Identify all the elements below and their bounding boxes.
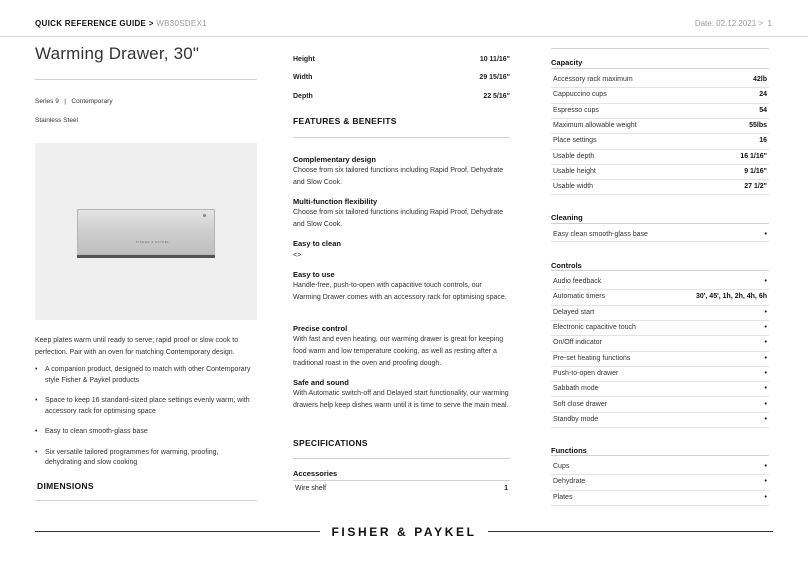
- spec-label: Standby mode: [553, 415, 599, 423]
- series-label: Series 9: [35, 98, 59, 105]
- row-divider: [551, 427, 769, 428]
- spec-label: Dehydrate: [553, 478, 586, 486]
- list-item: • Space to keep 16 standard-sized place settings evenly warm, with accessory rack for optimising space: [35, 396, 257, 417]
- table-row: [551, 118, 769, 133]
- spec-label: Push-to-open drawer: [553, 369, 619, 377]
- spec-value: 16 1/16": [740, 152, 767, 160]
- row-divider: [551, 505, 769, 506]
- table-row: [551, 274, 769, 289]
- accessories-divider: [293, 480, 510, 481]
- table-row: [551, 179, 769, 194]
- page-number: 1: [767, 19, 772, 28]
- spec-label: Cappuccino cups: [553, 91, 607, 99]
- list-item: • Easy to clean smooth-glass base: [35, 427, 257, 438]
- spec-label: On/Off indicator: [553, 339, 602, 347]
- table-row: [551, 164, 769, 179]
- table-row: [551, 72, 769, 87]
- drawer-logo: FISHER & PAYKEL: [136, 240, 170, 244]
- table-row: [551, 133, 769, 148]
- feature-text: <>: [293, 252, 302, 259]
- dimensions-heading: DIMENSIONS: [37, 481, 94, 491]
- spec-label: Accessory rack maximum: [553, 76, 633, 84]
- table-row: [551, 351, 769, 366]
- specifications-divider: [293, 458, 510, 459]
- list-item: • A companion product, designed to match with other Contemporary style Fisher & Paykel products: [35, 365, 257, 386]
- spec-label: Audio feedback: [553, 278, 602, 286]
- feature-title: Multi-function flexibility: [293, 197, 378, 206]
- warming-drawer-illustration: [77, 209, 215, 255]
- feature-title: Safe and sound: [293, 378, 349, 387]
- feature-title: Easy to clean: [293, 239, 341, 248]
- spec-value: •: [764, 478, 767, 486]
- group-title-controls: Controls: [551, 261, 582, 270]
- spec-value: 30', 45', 1h, 2h, 4h, 6h: [695, 293, 767, 301]
- features-divider: [293, 137, 510, 138]
- spec-label: Pre-set heating functions: [553, 354, 631, 362]
- spec-value: •: [764, 230, 767, 238]
- title-divider: [35, 79, 257, 80]
- product-image: [35, 143, 257, 320]
- table-divider: [551, 455, 769, 456]
- spec-label: Soft close drawer: [553, 400, 608, 408]
- accessories-title: Accessories: [293, 469, 338, 478]
- dimension-row-depth: [293, 93, 510, 100]
- feature-text: Choose from six tailored functions including Rapid Proof, Dehydrate and Slow Cook.: [293, 167, 504, 186]
- table-row: [551, 396, 769, 411]
- feature-title: Complementary design: [293, 155, 376, 164]
- table-divider: [551, 223, 769, 224]
- dimension-row-height: [293, 56, 510, 63]
- spec-label: Usable depth: [553, 152, 595, 160]
- spec-label: Espresso cups: [553, 106, 599, 114]
- specifications-heading: SPECIFICATIONS: [293, 438, 368, 448]
- spec-value: •: [764, 308, 767, 316]
- table-divider: [551, 68, 769, 69]
- spec-label: Cups: [553, 463, 570, 471]
- dimension-value: 10 11/16": [479, 56, 510, 63]
- spec-value: •: [764, 369, 767, 377]
- spec-value: •: [764, 493, 767, 501]
- table-row: [551, 289, 769, 304]
- list-item: • Six versatile tailored programmes for warming, proofing, dehydrating and slow cooking: [35, 448, 257, 469]
- spec-label: Electronic capacitive touch: [553, 324, 636, 332]
- series-separator: |: [64, 98, 66, 105]
- feature-title: Easy to use: [293, 270, 335, 279]
- spec-value: •: [764, 354, 767, 362]
- spec-label: Easy clean smooth-glass base: [553, 230, 648, 238]
- product-intro: Keep plates warm until ready to serve; rapid proof or slow cook to perfection. Pair with an oven for matching Contemporary design.: [35, 337, 239, 356]
- table-row: [551, 87, 769, 102]
- dimensions-divider: [35, 500, 257, 501]
- table-row: [551, 459, 769, 474]
- spec-value: •: [764, 385, 767, 393]
- spec-value: 55lbs: [749, 122, 767, 130]
- dimension-label: Width: [293, 74, 313, 81]
- table-divider: [551, 270, 769, 271]
- brand-logo: FISHER & PAYKEL: [331, 525, 477, 539]
- group-title-capacity: Capacity: [551, 58, 583, 67]
- table-row: [551, 366, 769, 381]
- dimension-value: 22 5/16": [483, 93, 510, 100]
- table-row: [551, 103, 769, 118]
- dimension-label: Height: [293, 56, 315, 63]
- row-divider: [551, 194, 769, 195]
- feature-bullets: [35, 365, 257, 479]
- spec-value: •: [764, 339, 767, 347]
- footer-divider-left: [35, 531, 320, 532]
- table-row: [551, 320, 769, 335]
- table-row: [551, 381, 769, 396]
- spec-label: Maximum allowable weight: [553, 122, 637, 130]
- table-row: [551, 305, 769, 320]
- spec-value: •: [764, 400, 767, 408]
- accessory-row: [293, 485, 510, 492]
- group-title-cleaning: Cleaning: [551, 213, 583, 222]
- row-divider: [551, 241, 769, 242]
- feature-text: With fast and even heating, our warming drawer is great for keeping food warm and low temperature cooking, as well as resting after a traditional roast in the oven and proofing dough.: [293, 336, 504, 367]
- spec-label: Usable width: [553, 183, 594, 191]
- spec-value: 54: [759, 106, 767, 114]
- drawer-base-shadow: [77, 255, 215, 258]
- footer-divider-right: [488, 531, 773, 532]
- dimension-value: 29 15/16": [479, 74, 510, 81]
- spec-value: 9 1/16": [744, 167, 767, 175]
- table-row: [551, 412, 769, 427]
- table-row: [551, 474, 769, 489]
- spec-label: Plates: [553, 493, 573, 501]
- spec-value: •: [764, 463, 767, 471]
- spec-value: •: [764, 278, 767, 286]
- feature-text: Handle-free, push-to-open with capacitive touch controls, our Warming Drawer comes with an accessory rack for optimising space.: [293, 282, 507, 301]
- group-title-functions: Functions: [551, 446, 587, 455]
- column-top-divider: [551, 48, 769, 49]
- spec-label: Usable height: [553, 167, 596, 175]
- breadcrumb: [35, 19, 207, 28]
- accessory-label: Wire shelf: [295, 485, 327, 492]
- spec-value: 16: [759, 137, 767, 145]
- feature-text: With Automatic switch-off and Delayed start functionality, our warming drawers help keep dishes warm until it is time to serve the main meal.: [293, 390, 509, 409]
- feature-text: Choose from six tailored functions including Rapid Proof, Dehydrate and Slow Cook.: [293, 209, 504, 228]
- model-number: WB30SDEX1: [156, 19, 207, 28]
- finish-label: Stainless Steel: [35, 117, 78, 124]
- table-row: [551, 335, 769, 350]
- document-date: Date: 02.12.2021 >: [694, 19, 764, 28]
- spec-value: 24: [759, 91, 767, 99]
- dimension-label: Depth: [293, 93, 313, 100]
- table-row: [551, 490, 769, 505]
- table-row: [551, 227, 769, 241]
- accessory-value: 1: [504, 485, 508, 492]
- spec-value: •: [764, 324, 767, 332]
- spec-label: Place settings: [553, 137, 597, 145]
- features-heading: FEATURES & BENEFITS: [293, 116, 397, 126]
- specs-column: [551, 0, 769, 561]
- table-row: [551, 149, 769, 164]
- feature-title: Precise control: [293, 324, 348, 333]
- style-label: Contemporary: [71, 98, 113, 105]
- spec-value: •: [764, 415, 767, 423]
- indicator-light-icon: [203, 214, 206, 217]
- spec-label: Sabbath mode: [553, 385, 599, 393]
- series-line: [35, 98, 257, 105]
- spec-value: 27 1/2": [744, 183, 767, 191]
- spec-label: Delayed start: [553, 308, 595, 316]
- dimension-row-width: [293, 74, 510, 81]
- spec-label: Automatic timers: [553, 293, 606, 301]
- page-title: Warming Drawer, 30": [35, 44, 200, 63]
- guide-label: QUICK REFERENCE GUIDE >: [35, 19, 154, 28]
- spec-value: 42lb: [752, 76, 767, 84]
